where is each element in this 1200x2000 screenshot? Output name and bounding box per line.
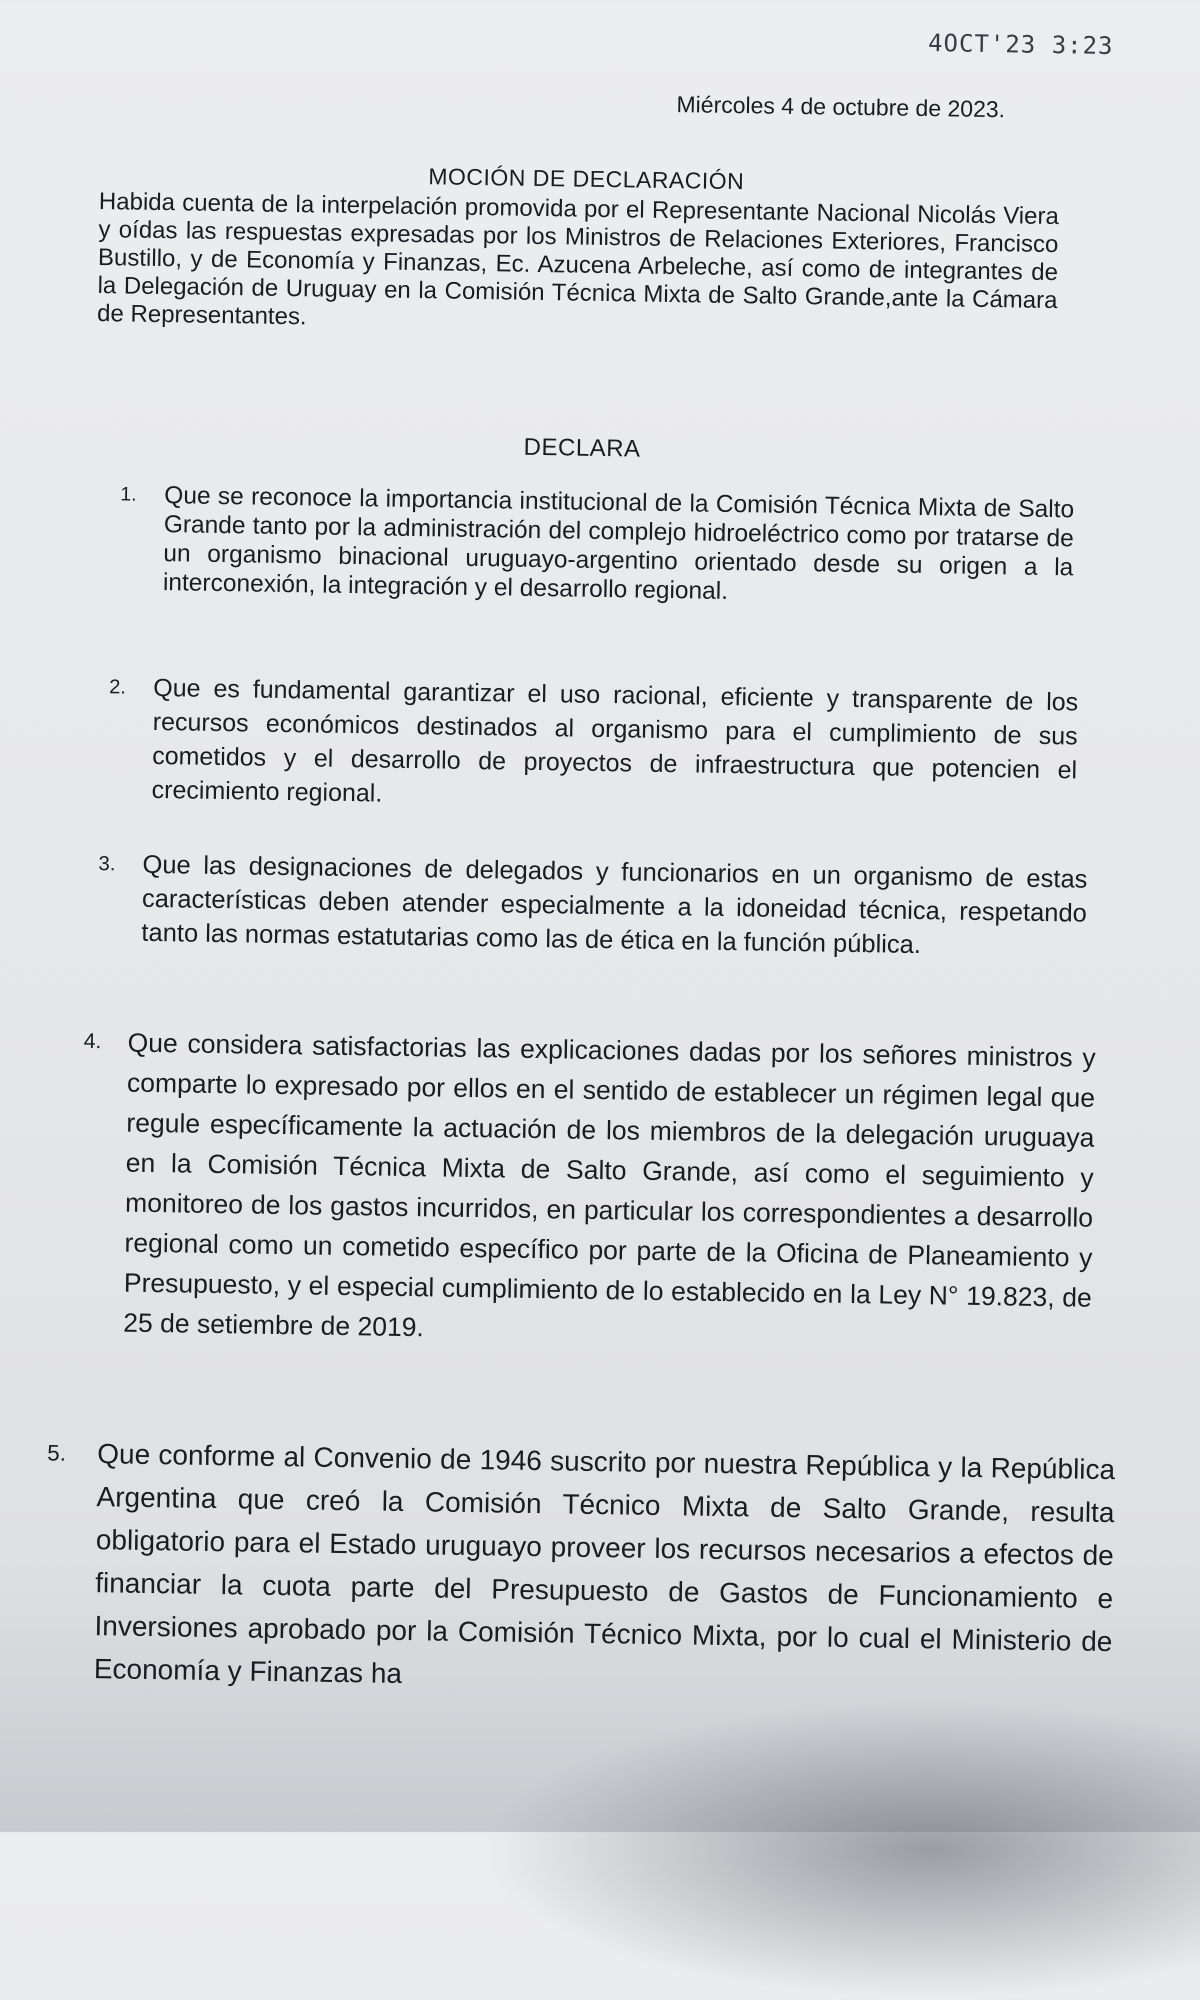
section-heading: DECLARA: [523, 433, 641, 463]
item-number: 4.: [83, 1029, 102, 1054]
item-text: Que considera satisfactorias las explicaciones dadas por los señores ministros y comparte lo expresado por ellos en el sentido de establecer un régimen legal que regule específicamente la actuación de los miembros de la delegación uruguaya en la Comisión Técnica Mixta de Salto Grande, así como el seguimiento y monitoreo de los gastos incurridos, en particular los correspondientes a desarrollo regional como un cometido específico por parte de la Oficina de Planeamiento y Presupuesto, y el especial cumplimiento de lo establecido en la Ley N° 19.823, de 25 de setiembre de 2019.: [123, 1027, 1096, 1343]
declaration-item-3: [98, 848, 1088, 965]
item-text: Que conforme al Convenio de 1946 suscrito por nuestra República y la República Argentina que creó la Comisión Técnico Mixta de Salto Grande, resulta obligatorio para el Estado uruguayo proveer los recursos necesarios a efectos de financiar la cuota parte del Presupuesto de Gastos de Funcionamiento e Inversiones aprobado por la Comisión Técnico Mixta, por lo cual el Ministerio de Economía y Finanzas ha: [93, 1438, 1116, 1689]
declaration-item-5: [47, 1432, 1116, 1706]
item-number: 2.: [109, 676, 127, 699]
item-text: Que las designaciones de delegados y funcionarios en un organismo de estas características deben atender especialmente a la idoneidad técnica, respetando tanto las normas estatutarias como las de ética en la función pública.: [141, 850, 1088, 960]
reception-stamp: 4OCT'23 3:23: [927, 29, 1114, 60]
declaration-item-1: [120, 481, 1075, 611]
item-number: 1.: [120, 483, 137, 506]
preamble-paragraph: Habida cuenta de la interpelación promovida por el Representante Nacional Nicolás Viera y oídas las respuestas expresadas por los Ministros de Relaciones Exteriores, Francisco Bustillo, y de Economía y Finanzas, Ec. Azucena Arbeleche, así como de integrantes de la Delegación de Uruguay en la Comisión Técnica Mixta de Salto Grande,ante la Cámara de Representantes.: [96, 188, 1060, 331]
declaration-item-4: [83, 1023, 1096, 1358]
document-title: MOCIÓN DE DECLARACIÓN: [428, 163, 745, 195]
document-date: Miércoles 4 de octubre de 2023.: [676, 91, 1006, 123]
item-number: 3.: [98, 853, 116, 876]
item-text: Que es fundamental garantizar el uso racional, eficiente y transparente de los recursos económicos destinados al organismo para el cumplimiento de sus cometidos y el desarrollo de proyectos de infraestructura que potencien el crecimiento regional.: [151, 673, 1079, 808]
item-text: Que se reconoce la importancia institucional de la Comisión Técnica Mixta de Salto Grande tanto por la administración del complejo hidroeléctrico como por tratarse de un organismo binacional uruguayo-argentino orientado desde su origen a la interconexión, la integración y el desarrollo regional.: [162, 482, 1075, 605]
declaration-item-2: [109, 671, 1079, 822]
item-number: 5.: [47, 1440, 67, 1466]
